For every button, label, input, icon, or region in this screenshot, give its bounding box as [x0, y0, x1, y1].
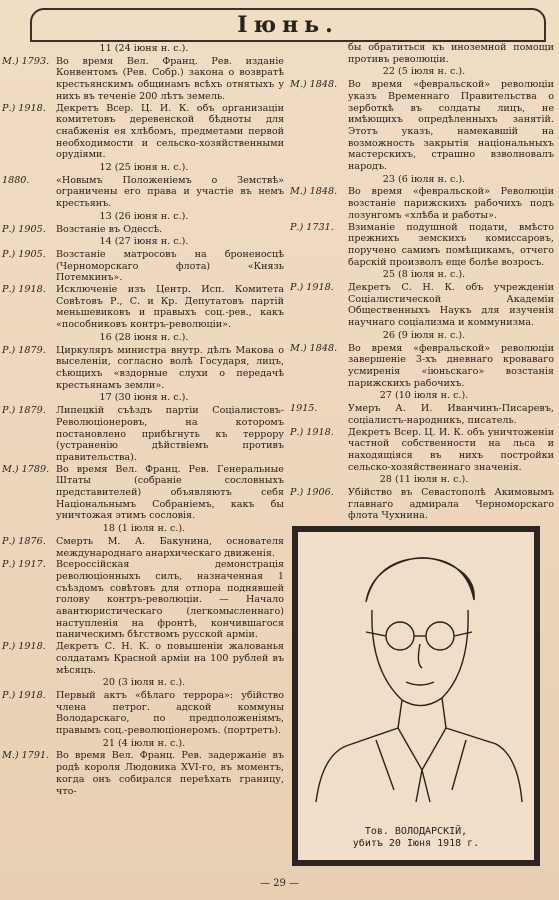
calendar-entry	[0, 345, 288, 392]
entry-year: Р.) 1918.	[2, 102, 46, 114]
page-title: Іюнь.	[237, 12, 339, 38]
entry-text: Умеръ А. И. Иванчинъ-Писаревъ, соціалистъ-народникъ, писатель.	[348, 403, 554, 426]
entry-year: Р.) 1731.	[290, 221, 334, 233]
calendar-entry	[0, 249, 288, 284]
calendar-entry	[0, 103, 288, 162]
day-heading: 11 (24 іюня н. с.).	[99, 43, 189, 54]
entry-year: Р.) 1918.	[290, 282, 334, 294]
entry-text: Декретъ Всер. Ц. И. К. объ организаціи комитетовъ деревенской бѣдноты для снабженія ея хлѣбомъ, предметами первой необходимости и сельско-хозяйственными орудіями.	[56, 102, 284, 161]
calendar-entry	[290, 186, 558, 221]
day-heading: 16 (28 іюня н. с.).	[99, 331, 189, 343]
entry-year: Р.) 1918.	[290, 426, 334, 438]
entry-year: 1880.	[2, 174, 30, 186]
entry-text: Декретъ С. Н. К. объ учрежденіи Соціалистической Академіи Общественныхъ Наукъ для изученія научнаго соціализма и коммунизма.	[348, 282, 554, 329]
calendar-entry	[0, 405, 288, 464]
portrait-frame	[292, 526, 540, 866]
day-heading: 22 (5 іюля н. с.).	[382, 66, 466, 78]
entry-text: Во время Вел. Франц. Рев. задержаніе въ родѣ короля Людовика XVI-го, въ моментъ, когда онъ собирался переѣхать границу, что-	[56, 750, 284, 797]
page-number: — 29 —	[259, 878, 300, 889]
day-heading: 26 (9 іюля н. с.).	[382, 329, 466, 341]
entry-text: Первый актъ «бѣлаго террора»: убійство члена петрог. адской коммуны Володарскаго, по предположеніямъ, правымъ соц.-революціонеромъ. (портретъ).	[56, 689, 284, 737]
entry-text: «Новымъ Положеніемъ о Земствѣ» ограничены его права и участіе въ немъ крестьянъ.	[56, 174, 284, 210]
entry-text: Во время «февральской» революціи указъ Временнаго Правительства о зерботкѣ въ солдаты лицъ, не имѣющихъ опредѣленныхъ занятій. Этотъ указъ, намекавшій на возможность закрытія національныхъ мастерскихъ, страшно взволновалъ народъ.	[348, 79, 554, 173]
portrait-caption	[298, 826, 534, 850]
entry-year: Р.) 1905.	[2, 223, 46, 235]
entry-text: Во время «февральской» революціи завершеніе 3-хъ дневнаго кроваваго усмиренія «іюньскаго» возстанія парижскихъ рабочихъ.	[348, 342, 554, 389]
day-heading: 18 (1 іюля н. с.).	[102, 523, 186, 535]
calendar-entry	[0, 559, 288, 641]
entry-year: Р.) 1918.	[2, 689, 46, 701]
calendar-entry	[0, 175, 288, 210]
day-heading: 27 (10 іюля н. с.).	[379, 390, 469, 402]
calendar-entry	[290, 343, 558, 390]
entry-text: Возстаніе въ Одессѣ.	[56, 223, 163, 235]
entry-text: Во время Вел. Франц. Рев. изданіе Конвентомъ (Рев. Собр.) закона о возвратѣ крестьянскимъ общинамъ всѣхъ отнятыхъ у нихъ въ теченіе 200 лѣтъ земель.	[56, 55, 284, 102]
calendar-entry	[290, 403, 558, 426]
entry-year: М.) 1793.	[2, 55, 50, 67]
left-column	[0, 42, 288, 797]
entry-text: Липецкій съѣздъ партіи Соціалистовъ-Революціонеровъ, на которомъ постановлено прибѣгнуть къ террору (устраненію дѣйствіемъ противъ правительства).	[56, 405, 284, 463]
entry-text: Циркуляръ министра внутр. дѣлъ Макова о выселеніи, согласно волѣ Государя, лицъ, сѣющихъ «вздорные слухи о передачѣ крестьянамъ земли».	[56, 344, 284, 391]
day-heading: 12 (25 іюня н. с.).	[99, 162, 189, 174]
calendar-entry	[0, 536, 288, 559]
calendar-entry	[0, 284, 288, 331]
entry-year: Р.) 1918.	[2, 641, 46, 653]
calendar-entry	[290, 79, 558, 173]
calendar-entry	[0, 641, 288, 676]
entry-text: Декретъ Всер. Ц. И. К. объ уничтоженіи частной собственности на льса и находящіяся въ нихъ постройки сельско-хозяйственнаго значенія.	[348, 426, 554, 473]
entry-year: Р.) 1905.	[2, 248, 46, 260]
day-heading: 14 (27 іюня н. с.).	[99, 236, 189, 248]
title-frame	[30, 8, 546, 42]
entry-text: Смерть М. А. Бакунина, основателя международнаго анархическаго движенія.	[56, 535, 284, 559]
day-heading: 21 (4 іюля н. с.).	[102, 737, 186, 749]
entry-text: Взиманіе подушной подати, вмѣсто прежнихъ земскихъ комиссаровъ, поручено самимъ помѣщикамъ, отчего барскій произволъ еще болѣе возросъ.	[348, 221, 554, 268]
calendar-entry	[290, 487, 558, 522]
caption-name: Тов. ВОЛОДАРСКІЙ,	[364, 826, 468, 837]
entry-year: М.) 1848.	[290, 79, 338, 91]
entry-text: Во время «февральской» Революціи возстаніе парижскихъ рабочихъ подъ лозунгомъ «хлѣба и работы».	[348, 186, 554, 221]
entry-text: Декретъ С. Н. К. о повышеніи жалованья солдатамъ Красной арміи на 100 рублей въ мѣсяцъ.	[56, 641, 284, 676]
entry-text: Всероссійская демонстрація революціонныхъ силъ, назначенная 1 съѣздомъ совѣтовъ для отпора поднявшей голову контръ-революціи. — Начало авантюристическаго (легкомысленнаго) наступленія на фронтѣ, кончившагося паническимъ бѣгствомъ русской арміи.	[56, 559, 284, 641]
calendar-entry	[0, 56, 288, 103]
entry-year: Р.) 1876.	[2, 535, 46, 547]
entry-year: М.) 1789.	[2, 463, 50, 475]
caption-date: убитъ 20 Іюня 1918 г.	[352, 838, 480, 849]
calendar-entry	[0, 690, 288, 737]
calendar-entry	[0, 750, 288, 797]
entry-text: Исключеніе изъ Центр. Исп. Комитета Совѣтовъ Р., С. и Кр. Депутатовъ партій меньшевиковъ и правыхъ соц.-рев., какъ «пособниковъ контръ-революціи».	[56, 284, 284, 331]
entry-year: Р.) 1906.	[290, 487, 334, 499]
entry-text: Убійство въ Севастополѣ Акимовымъ главнаго адмирала Черноморскаго флота Чухнина.	[348, 487, 554, 522]
day-heading: 20 (3 іюля н. с.).	[102, 677, 186, 689]
right-column	[290, 42, 558, 522]
day-heading: 13 (26 іюня н. с.).	[99, 210, 189, 222]
day-heading: 28 (11 іюля н. с.).	[379, 474, 469, 486]
calendar-entry	[290, 282, 558, 329]
entry-text: Возстаніе матросовъ на броненосцѣ (Черноморскаго флота) «Князь Потемкинъ».	[56, 248, 284, 284]
entry-year: Р.) 1917.	[2, 559, 46, 571]
volodarsky-portrait-image	[306, 540, 526, 810]
entry-text: Во время Вел. Франц. Рев. Генеральные Штаты (собраніе сословныхъ представителей) объявляютъ себя Національнымъ Собраніемъ, какъ бы уничтожая этимъ сословія.	[56, 463, 284, 522]
entry-text: бы обратиться къ иноземной помощи противъ революціи.	[348, 42, 554, 65]
day-heading: 23 (6 іюля н. с.).	[382, 173, 466, 185]
calendar-entry	[0, 464, 288, 523]
entry-year: М.) 1791.	[2, 750, 50, 762]
calendar-entry	[290, 42, 558, 65]
calendar-entry	[0, 224, 288, 236]
day-heading: 17 (30 іюня н. с.).	[99, 392, 189, 404]
entry-year: Р.) 1879.	[2, 344, 46, 356]
entry-year: Р.) 1918.	[2, 284, 46, 296]
entry-year: М.) 1848.	[290, 186, 338, 198]
entry-year: Р.) 1879.	[2, 405, 46, 417]
entry-year: 1915.	[290, 403, 318, 415]
calendar-entry	[290, 222, 558, 269]
calendar-entry	[290, 427, 558, 474]
entry-year: М.) 1848.	[290, 342, 338, 354]
day-heading: 25 (8 іюля н. с.).	[382, 269, 466, 281]
